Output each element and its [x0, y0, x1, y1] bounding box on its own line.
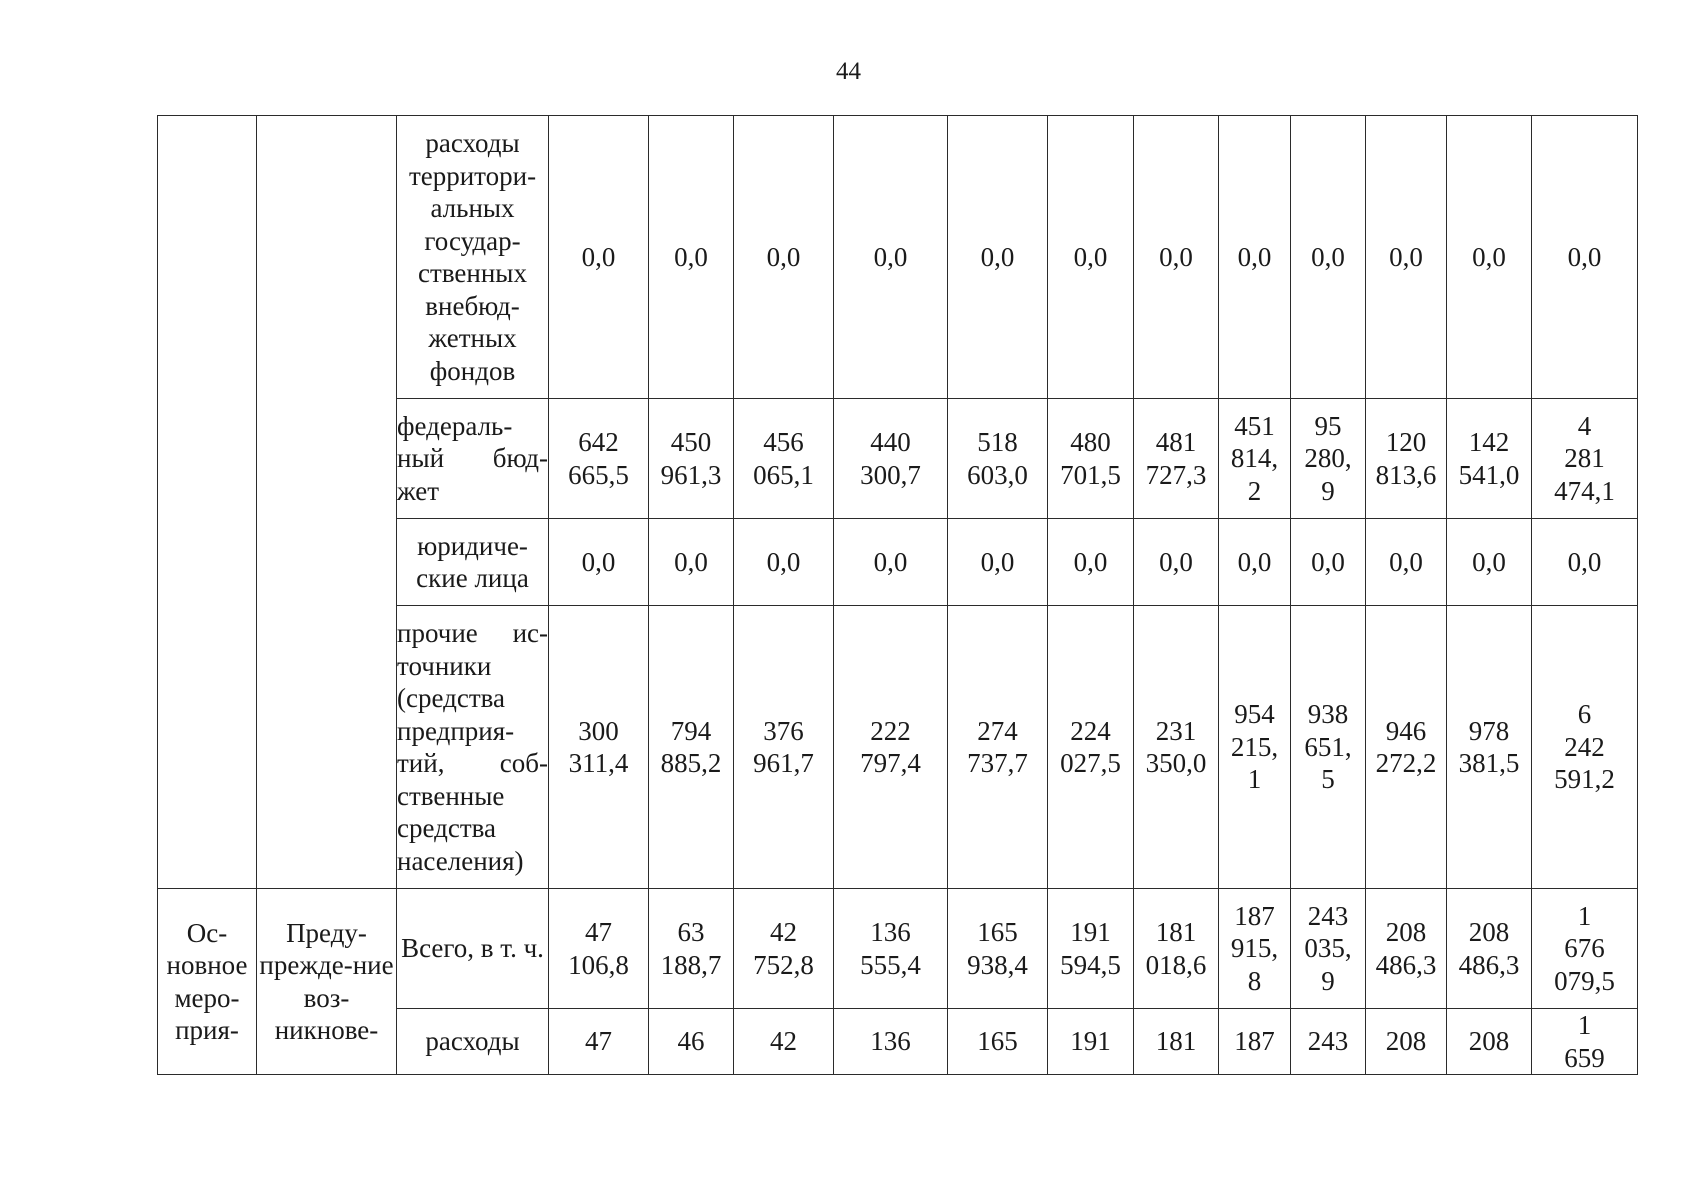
value-cell: 142 541,0 [1447, 399, 1532, 519]
value-cell: 231 350,0 [1134, 606, 1219, 889]
funding-table [157, 115, 1638, 1075]
value-cell: 0,0 [734, 116, 834, 399]
value-cell: 0,0 [834, 116, 948, 399]
value-cell: 243 035, 9 [1291, 889, 1366, 1009]
value-cell: 450 961,3 [649, 399, 734, 519]
value-cell: 1 659 [1532, 1009, 1638, 1075]
value-cell: 0,0 [1048, 116, 1134, 399]
value-cell: 0,0 [649, 519, 734, 606]
value-cell: 0,0 [1134, 519, 1219, 606]
value-cell: 0,0 [1291, 519, 1366, 606]
value-cell: 181 018,6 [1134, 889, 1219, 1009]
funding-source-label: Всего, в т. ч. [397, 889, 549, 1009]
value-cell: 47 106,8 [549, 889, 649, 1009]
value-cell: 42 752,8 [734, 889, 834, 1009]
value-cell: 946 272,2 [1366, 606, 1447, 889]
value-cell: 0,0 [549, 519, 649, 606]
value-cell: 1 676 079,5 [1532, 889, 1638, 1009]
value-cell: 191 [1048, 1009, 1134, 1075]
value-cell: 224 027,5 [1048, 606, 1134, 889]
value-cell: 187 [1219, 1009, 1291, 1075]
value-cell: 978 381,5 [1447, 606, 1532, 889]
value-cell: 300 311,4 [549, 606, 649, 889]
value-cell: 0,0 [649, 116, 734, 399]
value-cell: 0,0 [549, 116, 649, 399]
value-cell: 120 813,6 [1366, 399, 1447, 519]
value-cell: 0,0 [1366, 519, 1447, 606]
value-cell: 63 188,7 [649, 889, 734, 1009]
value-cell: 95 280, 9 [1291, 399, 1366, 519]
value-cell: 0,0 [1134, 116, 1219, 399]
value-cell: 0,0 [1447, 116, 1532, 399]
blank-cell-col2 [257, 116, 397, 889]
value-cell: 451 814, 2 [1219, 399, 1291, 519]
funding-source-label: федераль-ный бюд-жет [397, 399, 549, 519]
value-cell: 0,0 [1219, 116, 1291, 399]
value-cell: 6 242 591,2 [1532, 606, 1638, 889]
value-cell: 165 938,4 [948, 889, 1048, 1009]
value-cell: 0,0 [1366, 116, 1447, 399]
value-cell: 518 603,0 [948, 399, 1048, 519]
value-cell: 208 486,3 [1366, 889, 1447, 1009]
value-cell: 208 [1366, 1009, 1447, 1075]
funding-source-label: расходы территори-альных государ-ственных внебюд-жетных фондов [397, 116, 549, 399]
table-row [158, 889, 1638, 1009]
funding-source-label: прочие ис-точники (средства предприя-тий, соб-ственные средства населения) [397, 606, 549, 889]
value-cell: 0,0 [834, 519, 948, 606]
value-cell: 187 915, 8 [1219, 889, 1291, 1009]
value-cell: 208 [1447, 1009, 1532, 1075]
value-cell: 954 215, 1 [1219, 606, 1291, 889]
value-cell: 47 [549, 1009, 649, 1075]
value-cell: 274 737,7 [948, 606, 1048, 889]
page-number: 44 [836, 58, 861, 85]
measure-type-cell: Ос-новное меро-прия- [158, 889, 257, 1075]
value-cell: 191 594,5 [1048, 889, 1134, 1009]
value-cell: 165 [948, 1009, 1048, 1075]
value-cell: 794 885,2 [649, 606, 734, 889]
value-cell: 42 [734, 1009, 834, 1075]
value-cell: 0,0 [948, 519, 1048, 606]
value-cell: 0,0 [948, 116, 1048, 399]
value-cell: 440 300,7 [834, 399, 948, 519]
value-cell: 243 [1291, 1009, 1366, 1075]
value-cell: 208 486,3 [1447, 889, 1532, 1009]
value-cell: 480 701,5 [1048, 399, 1134, 519]
value-cell: 456 065,1 [734, 399, 834, 519]
value-cell: 0,0 [734, 519, 834, 606]
value-cell: 0,0 [1447, 519, 1532, 606]
value-cell: 136 555,4 [834, 889, 948, 1009]
value-cell: 0,0 [1532, 519, 1638, 606]
value-cell: 181 [1134, 1009, 1219, 1075]
value-cell: 938 651, 5 [1291, 606, 1366, 889]
measure-name-cell: Преду-прежде-ние воз-никнове- [257, 889, 397, 1075]
value-cell: 222 797,4 [834, 606, 948, 889]
value-cell: 376 961,7 [734, 606, 834, 889]
table-row [158, 116, 1638, 399]
value-cell: 0,0 [1532, 116, 1638, 399]
value-cell: 481 727,3 [1134, 399, 1219, 519]
value-cell: 46 [649, 1009, 734, 1075]
blank-cell-col1 [158, 116, 257, 889]
funding-source-label: расходы [397, 1009, 549, 1075]
value-cell: 0,0 [1219, 519, 1291, 606]
value-cell: 0,0 [1291, 116, 1366, 399]
value-cell: 0,0 [1048, 519, 1134, 606]
value-cell: 642 665,5 [549, 399, 649, 519]
value-cell: 4 281 474,1 [1532, 399, 1638, 519]
funding-source-label: юридиче-ские лица [397, 519, 549, 606]
value-cell: 136 [834, 1009, 948, 1075]
